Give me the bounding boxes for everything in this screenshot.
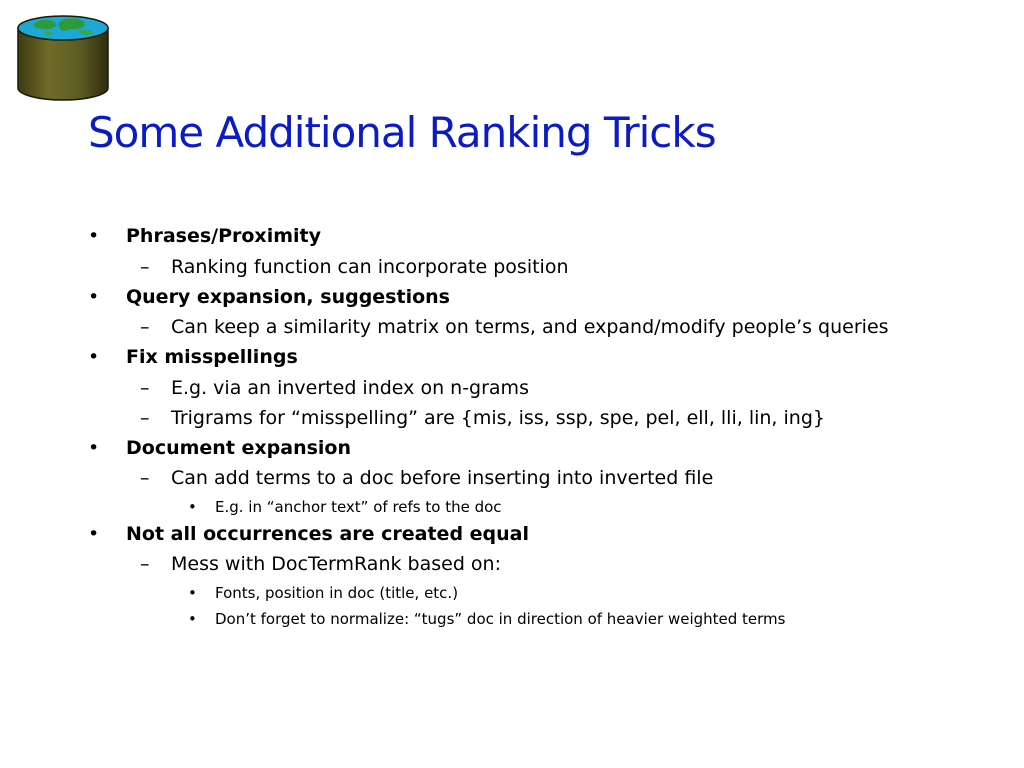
bullet-text: Query expansion, suggestions <box>126 286 450 308</box>
sub-bullet-text: Mess with DocTermRank based on: <box>171 553 501 575</box>
small-bullet-marker: • <box>188 498 197 516</box>
slide-title: Some Additional Ranking Tricks <box>88 108 716 157</box>
sub-bullet-text: Can add terms to a doc before inserting into inverted file <box>171 467 714 489</box>
sub-sub-bullet-text: E.g. in “anchor text” of refs to the doc <box>215 498 502 516</box>
bullet-marker: • <box>88 286 100 308</box>
bullet-marker: • <box>88 225 100 247</box>
sub-bullet-text: E.g. via an inverted index on n-grams <box>171 377 529 399</box>
sub-sub-bullet-text: Fonts, position in doc (title, etc.) <box>215 584 459 602</box>
bullet-marker: • <box>88 523 100 545</box>
dash-marker: – <box>140 316 150 338</box>
bullet-text: Not all occurrences are created equal <box>126 523 530 545</box>
dash-marker: – <box>140 377 150 399</box>
bullet-marker: • <box>88 437 100 459</box>
dash-marker: – <box>140 467 150 489</box>
dash-marker: – <box>140 256 150 278</box>
sub-bullet-text: Can keep a similarity matrix on terms, and expand/modify people’s queries <box>171 316 889 338</box>
globe-cylinder-icon <box>14 14 112 104</box>
sub-bullet-text: Trigrams for “misspelling” are {mis, iss, ssp, spe, pel, ell, lli, lin, ing} <box>171 407 825 429</box>
dash-marker: – <box>140 407 150 429</box>
small-bullet-marker: • <box>188 584 197 602</box>
sub-bullet-text: Ranking function can incorporate position <box>171 256 569 278</box>
small-bullet-marker: • <box>188 610 197 628</box>
bullet-marker: • <box>88 346 100 368</box>
bullet-text: Phrases/Proximity <box>126 225 321 247</box>
bullet-text: Document expansion <box>126 437 352 459</box>
bullet-text: Fix misspellings <box>126 346 298 368</box>
dash-marker: – <box>140 553 150 575</box>
sub-sub-bullet-text: Don’t forget to normalize: “tugs” doc in direction of heavier weighted terms <box>215 610 786 628</box>
